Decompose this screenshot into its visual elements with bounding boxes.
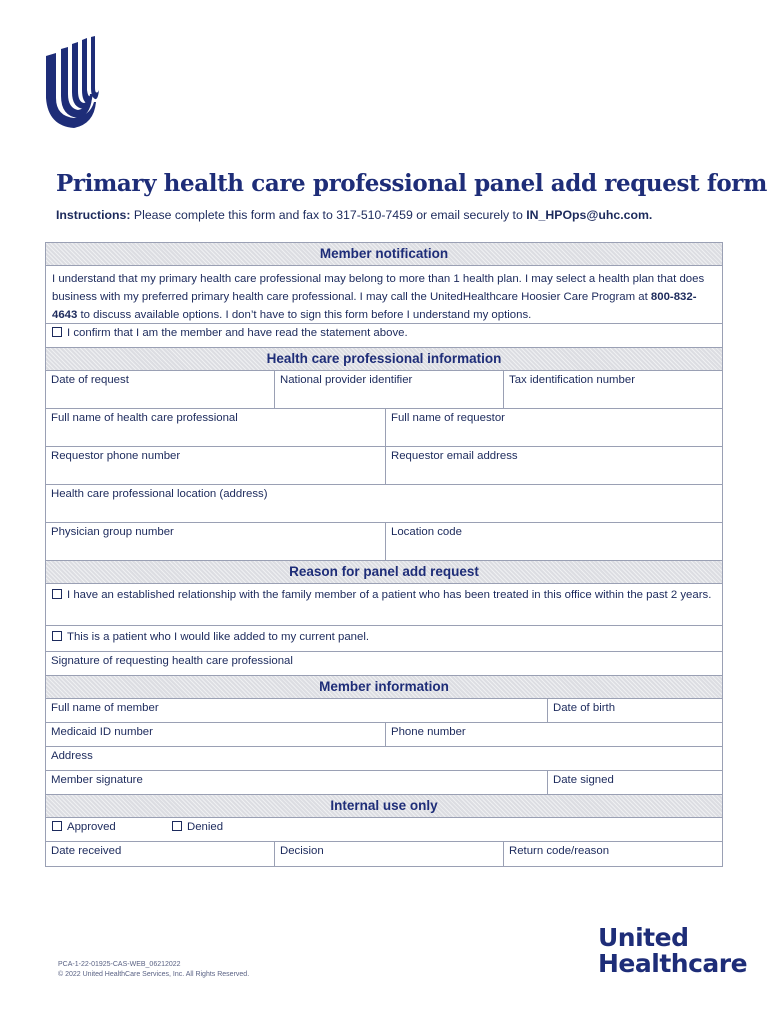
approved-checkbox[interactable] [52, 821, 62, 831]
member-address-field[interactable]: Address [51, 750, 93, 762]
reason-option-1-row [46, 584, 722, 626]
confirm-row [46, 324, 722, 348]
location-address-field[interactable]: Health care professional location (address) [51, 488, 268, 500]
approved-label: Approved [67, 821, 116, 833]
instructions [56, 208, 652, 222]
notification-text: I understand that my primary health care professional may belong to more than 1 health plan. I may select a health plan that does business with my preferred primary health care professional. I may call the UnitedHealthcare Hoosier Care Program at [52, 273, 705, 303]
date-of-request-field[interactable]: Date of request [46, 371, 275, 408]
footer-legal [58, 960, 249, 980]
reason-option-2 [46, 626, 375, 651]
date-received-field[interactable]: Date received [46, 842, 275, 866]
reason-header: Reason for panel add request [46, 561, 722, 584]
wordmark-line-2: Healthcare [598, 949, 748, 978]
approved-option [46, 818, 166, 841]
npi-field[interactable]: National provider identifier [275, 371, 504, 408]
notification-statement-row [46, 266, 722, 324]
professional-row-3 [46, 447, 722, 485]
tin-field[interactable]: Tax identification number [509, 374, 635, 386]
professional-info-header: Health care professional information [46, 348, 722, 371]
professional-signature-field[interactable]: Signature of requesting health care professional [51, 655, 293, 667]
professional-row-2 [46, 409, 722, 447]
request-form [45, 242, 723, 867]
member-name-field[interactable]: Full name of member [46, 699, 548, 722]
internal-use-header: Internal use only [46, 795, 722, 818]
date-signed-field[interactable]: Date signed [553, 774, 614, 786]
instructions-label: Instructions: [56, 208, 131, 222]
medicaid-id-field[interactable]: Medicaid ID number [46, 723, 386, 746]
instructions-text: Please complete this form and fax to 317-510-7459 or email securely to [130, 208, 527, 222]
internal-row-1 [46, 818, 722, 842]
professional-row-4 [46, 485, 722, 523]
denied-checkbox[interactable] [172, 821, 182, 831]
confirm-checkbox[interactable] [52, 327, 62, 337]
reason-option-1 [46, 584, 717, 625]
reason-option-1-checkbox[interactable] [52, 589, 62, 599]
member-info-header: Member information [46, 676, 722, 699]
reason-option-2-checkbox[interactable] [52, 631, 62, 641]
member-row-4 [46, 771, 722, 795]
reason-option-2-row [46, 626, 722, 652]
member-row-3 [46, 747, 722, 771]
unitedhealthcare-wordmark [598, 925, 747, 977]
decision-field[interactable]: Decision [275, 842, 504, 866]
member-signature-field[interactable]: Member signature [46, 771, 548, 794]
requestor-name-field[interactable]: Full name of requestor [391, 412, 505, 424]
instructions-email-link[interactable]: IN_HPOps@uhc.com [526, 208, 649, 222]
member-row-2 [46, 723, 722, 747]
return-code-field[interactable]: Return code/reason [509, 845, 610, 857]
denied-option [166, 818, 229, 841]
confirm-label: I confirm that I am the member and have read the statement above. [67, 327, 408, 339]
professional-row-1 [46, 371, 722, 409]
notification-text-end: to discuss available options. I don’t have to sign this form before I understand my options. [77, 309, 532, 321]
instructions-period: . [648, 208, 653, 222]
reason-signature-row [46, 652, 722, 676]
reason-option-1-label: I have an established relationship with the family member of a patient who has been treated in this office within the past 2 years. [67, 589, 712, 601]
internal-row-2 [46, 842, 722, 866]
reason-option-2-label: This is a patient who I would like added to my current panel. [67, 631, 370, 643]
professional-name-field[interactable]: Full name of health care professional [46, 409, 386, 446]
confirm-option [46, 324, 414, 347]
member-row-1 [46, 699, 722, 723]
location-code-field[interactable]: Location code [391, 526, 462, 538]
denied-label: Denied [187, 821, 224, 833]
professional-row-5 [46, 523, 722, 561]
notification-statement [46, 266, 722, 323]
hoosier-care-phone: 800-832-4643 [52, 291, 697, 321]
requestor-email-field[interactable]: Requestor email address [391, 450, 518, 462]
wordmark-line-1: United [598, 923, 689, 952]
uhc-shield-logo [44, 36, 100, 130]
date-of-birth-field[interactable]: Date of birth [553, 702, 616, 714]
requestor-phone-field[interactable]: Requestor phone number [46, 447, 386, 484]
form-code: PCA-1-22-01925-CAS-WEB_06212022 [58, 961, 181, 968]
physician-group-field[interactable]: Physician group number [46, 523, 386, 560]
member-phone-field[interactable]: Phone number [391, 726, 466, 738]
page-title: Primary health care professional panel add request form [56, 170, 767, 197]
member-notification-header: Member notification [46, 243, 722, 266]
copyright: © 2022 United HealthCare Services, Inc. All Rights Reserved. [58, 971, 250, 978]
